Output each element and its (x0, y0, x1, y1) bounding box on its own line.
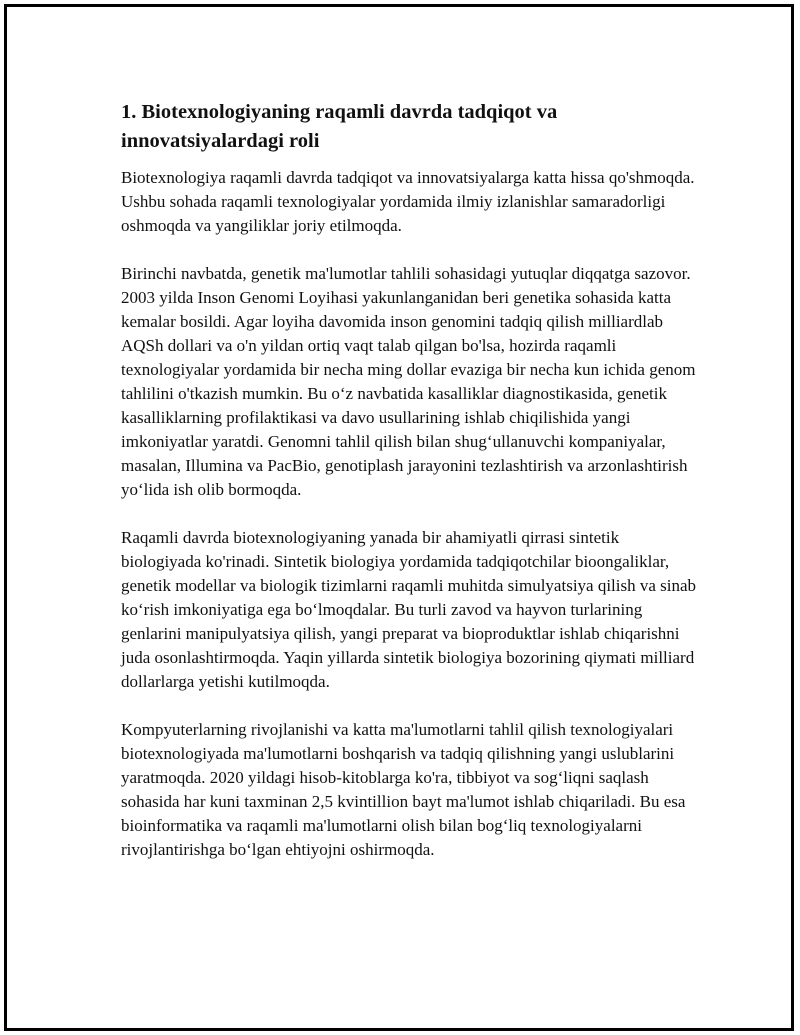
paragraph-synthetic-biology: Raqamli davrda biotexnologiyaning yanada bir ahamiyatli qirrasi sintetik biologiyada ko'rinadi. Sintetik biologiya yordamida tadqiqotchilar bioongaliklar, genetik modellar va biologik tizimlarni raqamli muhitda simulyatsiya qilish va sinab ko‘rish imkoniyatiga ega bo‘lmoqdalar. Bu turli zavod va hayvon turlarining genlarini manipulyatsiya qilish, yangi preparat va bioproduktlar ishlab chiqarishni juda osonlashtirmoqda. Yaqin yillarda sintetik biologiya bozorining qiymati milliard dollarlarga yetishi kutilmoqda. (121, 528, 697, 691)
document-body (121, 98, 701, 886)
paragraph-intro: Biotexnologiya raqamli davrda tadqiqot va innovatsiyalarga katta hissa qo'shmoqda. Ushbu sohada raqamli texnologiyalar yordamida ilmiy izlanishlar samaradorligi oshmoqda va yangiliklar joriy etilmoqda. (121, 168, 695, 235)
page-frame (4, 4, 794, 1031)
section-title: 1. Biotexnologiyaning raqamli davrda tadqiqot va innovatsiyalardagi roli (121, 101, 558, 152)
paragraph-genetics: Birinchi navbatda, genetik ma'lumotlar tahlili sohasidagi yutuqlar diqqatga sazovor. 2003 yilda Inson Genomi Loyihasi yakunlanganidan beri genetika sohasida katta kemalar bosildi. Agar loyiha davomida inson genomini tadqiq qilish milliardlab AQSh dollari va o'n yildan ortiq vaqt talab qilgan bo'lsa, hozirda raqamli texnologiyalar yordamida bir necha ming dollar evaziga bir necha kun ichida genom tahlilini o'tkazish mumkin. Bu o‘z navbatida kasalliklar diagnostikasida, genetik kasalliklarning profilaktikasi va davo usullarining ishlab chiqilishida yangi imkoniyatlar yaratdi. Genomni tahlil qilish bilan shug‘ullanuvchi kompaniyalar, masalan, Illumina va PacBio, genotiplash jarayonini tezlashtirish va arzonlashtirish yo‘lida ish olib bormoqda. (121, 264, 696, 499)
paragraph-big-data: Kompyuterlarning rivojlanishi va katta ma'lumotlarni tahlil qilish texnologiyalari biotexnologiyada ma'lumotlarni boshqarish va tadqiq qilishning yangi uslublarini yaratmoqda. 2020 yildagi hisob-kitoblarga ko'ra, tibbiyot va sog‘liqni saqlash sohasida har kuni taxminan 2,5 kvintillion bayt ma'lumot ishlab chiqariladi. Bu esa bioinformatika va raqamli ma'lumotlarni olish bilan bog‘liq texnologiyalarni rivojlantirishga bo‘lgan ehtiyojni oshirmoqda. (121, 720, 686, 859)
